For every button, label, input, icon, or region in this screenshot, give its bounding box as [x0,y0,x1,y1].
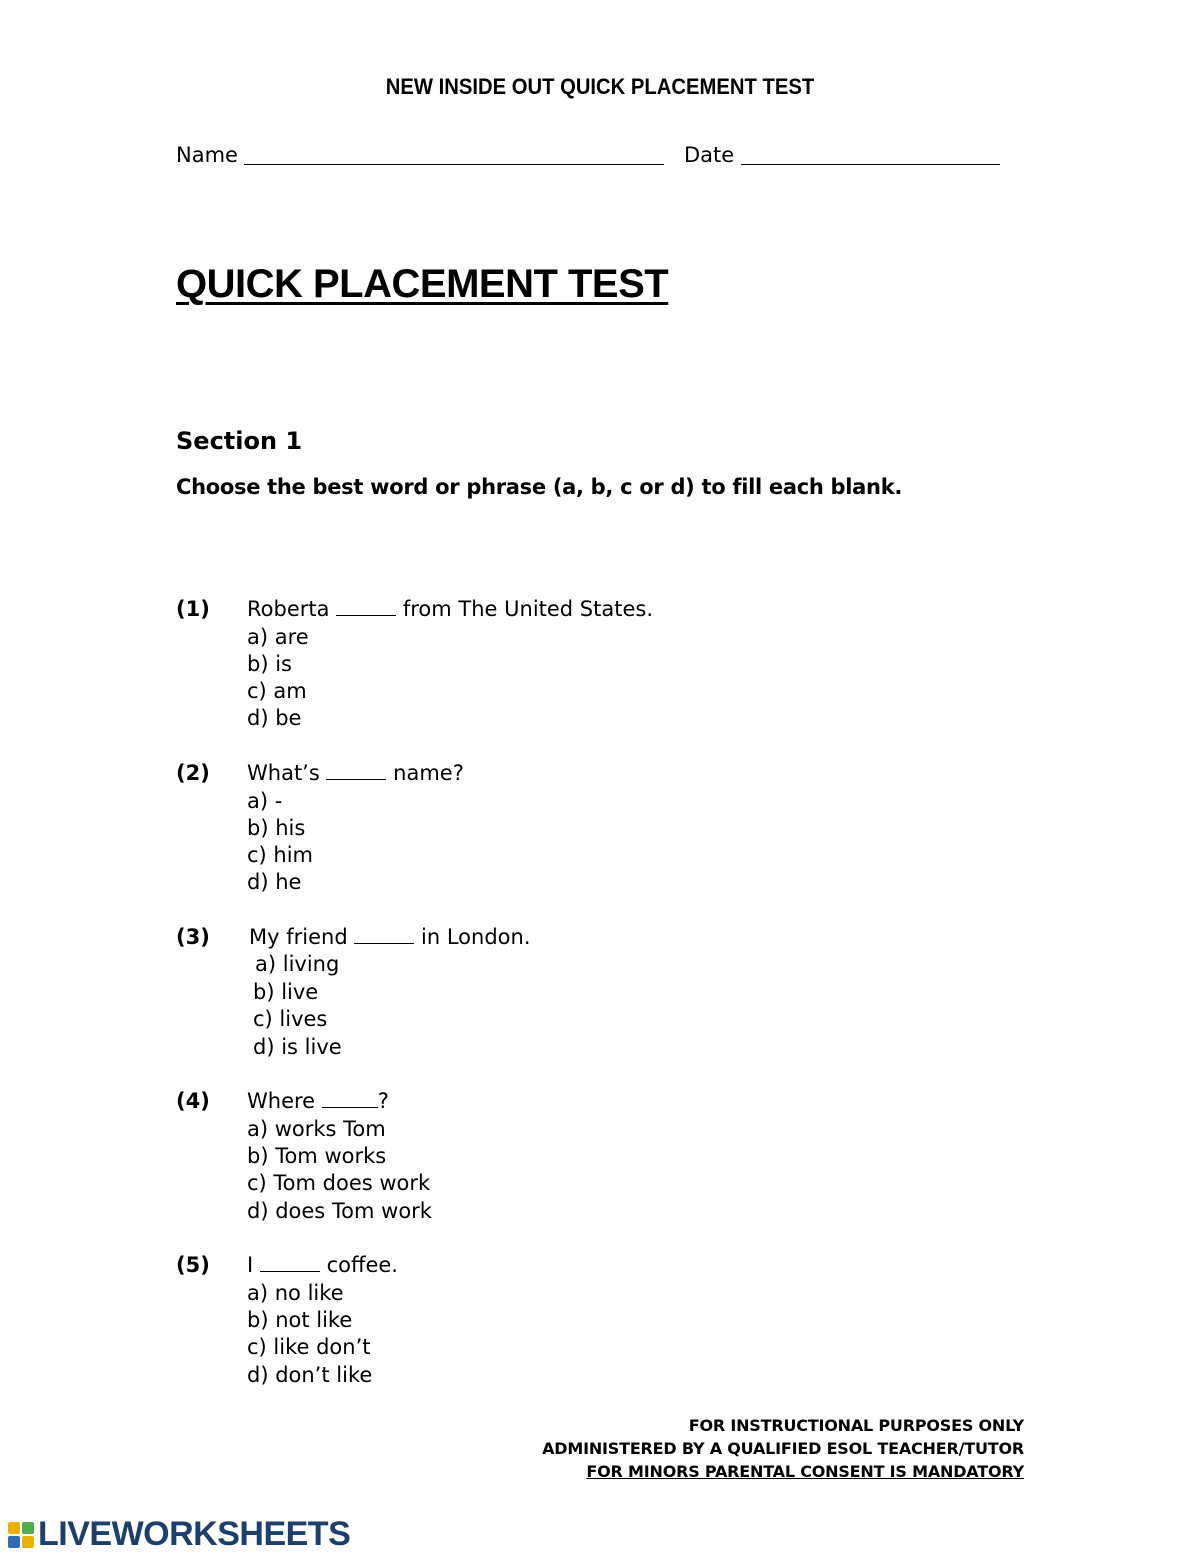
option-a[interactable]: a) no like [247,1281,344,1305]
date-label: Date [684,143,735,167]
liveworksheets-logo [8,1515,350,1554]
section-instructions: Choose the best word or phrase (a, b, c or d) to fill each blank. [176,475,903,499]
question-text [247,761,464,785]
option-d[interactable]: d) be [247,706,302,730]
option-d[interactable]: d) does Tom work [247,1199,432,1223]
date-field-line[interactable] [741,164,1000,165]
question-text-after: in London. [421,925,531,949]
question-text [247,1089,389,1113]
option-c[interactable]: c) him [247,843,314,867]
option-a[interactable]: a) works Tom [247,1117,386,1141]
option-b[interactable]: b) his [247,816,306,840]
question-text [247,597,653,621]
option-c[interactable]: c) lives [253,1007,328,1031]
question-number: (3) [176,925,210,949]
answer-blank[interactable] [260,1255,320,1272]
option-d[interactable]: d) he [247,870,302,894]
document-header-title: NEW INSIDE OUT QUICK PLACEMENT TEST [385,74,815,99]
answer-blank[interactable] [322,1091,378,1108]
question-text-before: What’s [247,761,320,785]
answer-blank[interactable] [354,927,414,944]
page-title: QUICK PLACEMENT TEST [176,262,669,306]
option-a[interactable]: a) living [255,952,340,976]
question-text-before: Roberta [247,597,330,621]
question-text-before: My friend [249,925,348,949]
footer-administered-note: ADMINISTERED BY A QUALIFIED ESOL TEACHER/TUTOR [542,1439,1024,1458]
option-d[interactable]: d) is live [253,1035,342,1059]
question-text [249,925,531,949]
question-number: (1) [176,597,210,621]
question-text-before: I [247,1253,254,1277]
question-number: (5) [176,1253,210,1277]
option-c[interactable]: c) like don’t [247,1335,371,1359]
question-text-after: ? [377,1089,389,1113]
footer-consent-note: FOR MINORS PARENTAL CONSENT IS MANDATORY [586,1462,1024,1481]
option-a[interactable]: a) are [247,625,309,649]
question-text-after: from The United States. [402,597,654,621]
name-field-line[interactable] [244,164,664,165]
section-title: Section 1 [176,427,303,455]
option-c[interactable]: c) am [247,679,307,703]
option-b[interactable]: b) live [253,980,319,1004]
answer-blank[interactable] [336,599,396,616]
question-text-before: Where [247,1089,316,1113]
option-d[interactable]: d) don’t like [247,1363,373,1387]
question-text [247,1253,398,1277]
logo-text: LIVEWORKSHEETS [38,1515,351,1553]
question-text-after: name? [393,761,464,785]
option-a[interactable]: a) - [247,789,283,813]
option-b[interactable]: b) is [247,652,292,676]
option-b[interactable]: b) Tom works [247,1144,387,1168]
name-label: Name [176,143,238,167]
footer-instructional-note: FOR INSTRUCTIONAL PURPOSES ONLY [688,1416,1024,1435]
option-b[interactable]: b) not like [247,1308,353,1332]
logo-mark-icon [8,1522,34,1548]
question-text-after: coffee. [326,1253,398,1277]
option-c[interactable]: c) Tom does work [247,1171,431,1195]
question-number: (4) [176,1089,210,1113]
answer-blank[interactable] [326,763,386,780]
question-number: (2) [176,761,210,785]
